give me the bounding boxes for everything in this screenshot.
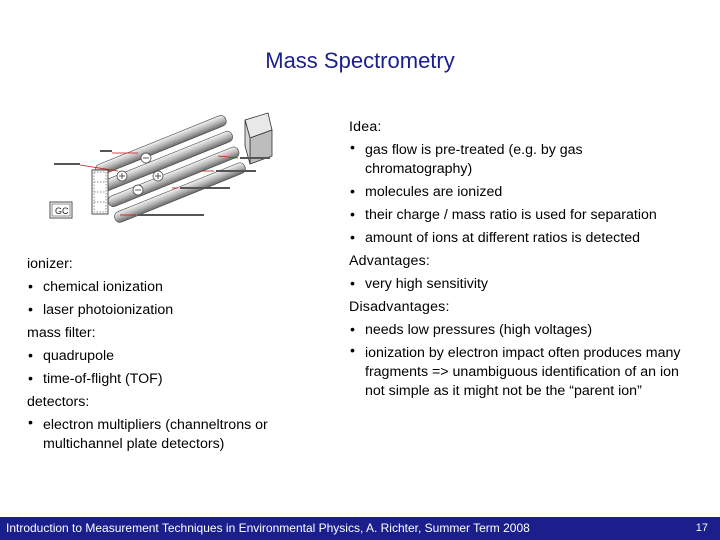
idea-heading: Idea: <box>349 119 382 135</box>
gc-box <box>50 202 72 218</box>
left-column <box>27 253 327 456</box>
idea-item: • their charge / mass ratio is used for separation <box>349 204 709 227</box>
slide-title: Mass Spectrometry <box>265 48 455 73</box>
advantages-heading: Advantages: <box>349 253 431 269</box>
disadvantage-item: • needs low pressures (high voltages) <box>349 319 709 342</box>
left-line: ionizer: <box>27 256 73 272</box>
footer-bar <box>0 517 720 540</box>
page-number: 17 <box>695 522 708 534</box>
idea-item: • molecules are ionized <box>349 181 709 204</box>
advantage-item: • very high sensitivity <box>349 273 709 296</box>
disadvantages-heading: Disadvantages: <box>349 299 450 315</box>
left-bullet: • laser photoionization <box>27 299 327 322</box>
gc-label: GC <box>55 206 69 216</box>
footer-text: Introduction to Measurement Techniques in Environmental Physics, A. Richter, Summer Term 2008 <box>6 521 530 535</box>
right-column <box>349 116 709 403</box>
disadvantage-item: • ionization by electron impact often produces many fragments => unambiguous identification of an ion not simple as it might not be the “parent ion” <box>349 342 694 403</box>
left-line: mass filter: <box>27 325 96 341</box>
left-bullet: • chemical ionization <box>27 276 327 299</box>
quadrupole-rods <box>94 114 247 224</box>
detector-box <box>245 113 272 164</box>
left-bullet: • quadrupole <box>27 345 327 368</box>
idea-item: • gas flow is pre-treated (e.g. by gas chromatography) <box>349 139 649 181</box>
idea-item: • amount of ions at different ratios is detected <box>349 227 709 250</box>
quadrupole-diagram <box>40 108 290 238</box>
left-line: detectors: <box>27 394 90 410</box>
ionizer-block <box>92 170 108 214</box>
left-bullet: • electron multipliers (channeltrons or multichannel plate detectors) <box>27 414 312 456</box>
left-bullet: • time-of-flight (TOF) <box>27 368 327 391</box>
